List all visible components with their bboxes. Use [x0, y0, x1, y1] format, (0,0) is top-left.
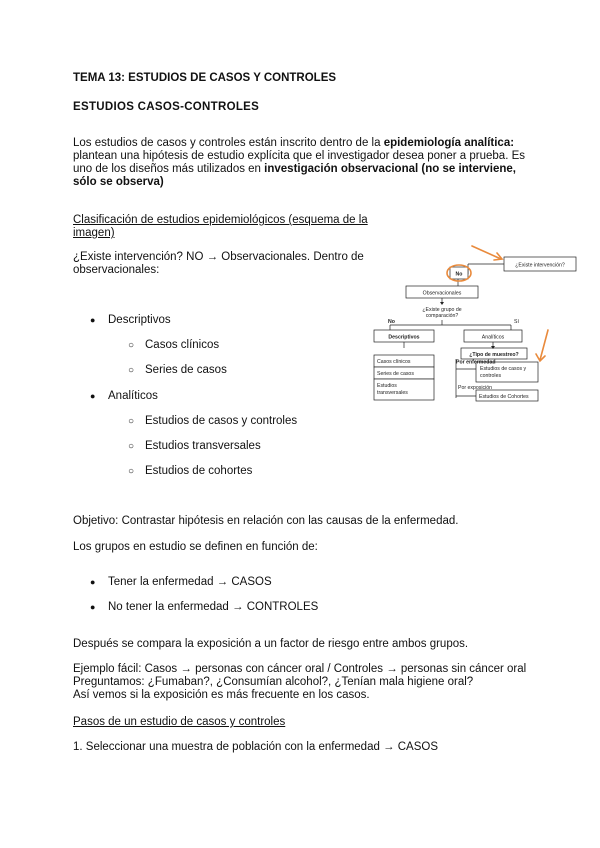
objetivo-text: Objetivo: Contrastar hipótesis en relación con las causas de la enfermedad. — [73, 515, 459, 527]
intro-text-2: plantean una hipótesis de estudio explícita que el investigador desea poner a prueba. Es uno de los diseños más utilizados en — [73, 150, 526, 175]
diagram-label-grupo-line2: comparación? — [425, 313, 459, 319]
intro-text-1: Los estudios de casos y controles están inscrito dentro de la — [73, 137, 384, 149]
list-item-series: Series de casos — [145, 364, 227, 376]
intro-bold-1: epidemiología analítica: — [383, 137, 515, 149]
ejemplo-line1: Ejemplo fácil: Casos → personas con cáncer oral / Controles → personas sin cáncer oral — [73, 663, 527, 675]
paso-1: 1. Seleccionar una muestra de población con la enfermedad → CASOS — [73, 741, 439, 753]
intro-bold-2: investigación observacional (no se interviene, sólo se observa) — [73, 163, 516, 188]
list-item-descriptivos: Descriptivos — [108, 314, 171, 326]
diagram-label-por-enfermedad: Por enfermedad — [456, 359, 496, 366]
bullet-circle-icon: ○ — [128, 441, 135, 452]
diagram-label-intervencion: ¿Existe intervención? — [515, 262, 565, 269]
grupo-controles: No tener la enfermedad → CONTROLES — [108, 601, 319, 613]
intervencion-question-line2: observacionales: — [73, 264, 160, 276]
diagram-label-observacionales: Observacionales — [422, 290, 462, 297]
highlight-arrow-right — [540, 330, 548, 360]
diagram-label-por-exposicion: Por exposición — [458, 385, 493, 391]
despues-text: Después se compara la exposición a un factor de riesgo entre ambos grupos. — [73, 638, 469, 650]
diagram-label-cohortes: Estudios de Cohortes — [479, 394, 529, 400]
diagram-label-tipo-muestreo: ¿Tipo de muestreo? — [469, 352, 519, 358]
list-item-cohortes: Estudios de cohortes — [145, 465, 253, 477]
classification-diagram — [368, 238, 594, 410]
clasificacion-heading-line2: imagen) — [73, 227, 115, 239]
list-item-casos-controles: Estudios de casos y controles — [145, 415, 298, 427]
diagram-label-no: No — [455, 271, 463, 278]
ejemplo-line2: Preguntamos: ¿Fumaban?, ¿Consumían alcohol?, ¿Tenían mala higiene oral? — [73, 676, 474, 688]
diagram-arrowhead — [440, 302, 444, 305]
section-subtitle: ESTUDIOS CASOS-CONTROLES — [73, 101, 260, 113]
diagram-label-estudios-line2: transversales — [377, 390, 408, 396]
diagram-label-casos-clinicos: Casos clínicos — [377, 359, 411, 365]
bullet-circle-icon: ○ — [128, 466, 135, 477]
bullet-disc-icon: ● — [90, 391, 96, 401]
intro-paragraph — [73, 137, 528, 189]
intervencion-question-line1: ¿Existe intervención? NO → Observacionales. Dentro de — [73, 251, 364, 263]
bullet-circle-icon: ○ — [128, 365, 135, 376]
page-title: TEMA 13: ESTUDIOS DE CASOS Y CONTROLES — [73, 72, 337, 84]
diagram-label-estudios-line1: Estudios — [377, 383, 397, 389]
list-item-casos-clinicos: Casos clínicos — [145, 339, 220, 351]
bullet-circle-icon: ○ — [128, 416, 135, 427]
bullet-disc-icon: ● — [90, 315, 96, 325]
diagram-label-analiticos: Analíticos — [481, 334, 505, 341]
diagram-label-series: Series de casos — [377, 371, 414, 377]
diagram-label-descriptivos: Descriptivos — [388, 334, 420, 341]
diagram-label-no-branch: No — [388, 319, 395, 325]
grupos-text: Los grupos en estudio se definen en función de: — [73, 541, 318, 553]
bullet-circle-icon: ○ — [128, 340, 135, 351]
list-item-analiticos: Analíticos — [108, 390, 158, 402]
bullet-disc-icon: ● — [90, 577, 96, 587]
diagram-label-si-branch: Sí — [514, 319, 519, 325]
ejemplo-line3: Así vemos si la exposición es más frecuente en los casos. — [73, 689, 370, 701]
bullet-disc-icon: ● — [90, 602, 96, 612]
list-item-transversales: Estudios transversales — [145, 440, 261, 452]
diagram-label-grupo-line1: ¿Existe grupo de — [422, 307, 462, 313]
diagram-label-casos-controles-line1: Estudios de casos y — [480, 366, 527, 372]
pasos-heading: Pasos de un estudio de casos y controles — [73, 716, 286, 728]
diagram-label-casos-controles-line2: controles — [480, 373, 502, 379]
grupo-casos: Tener la enfermedad → CASOS — [108, 576, 272, 588]
clasificacion-heading-line1: Clasificación de estudios epidemiológicos (esquema de la — [73, 214, 368, 226]
